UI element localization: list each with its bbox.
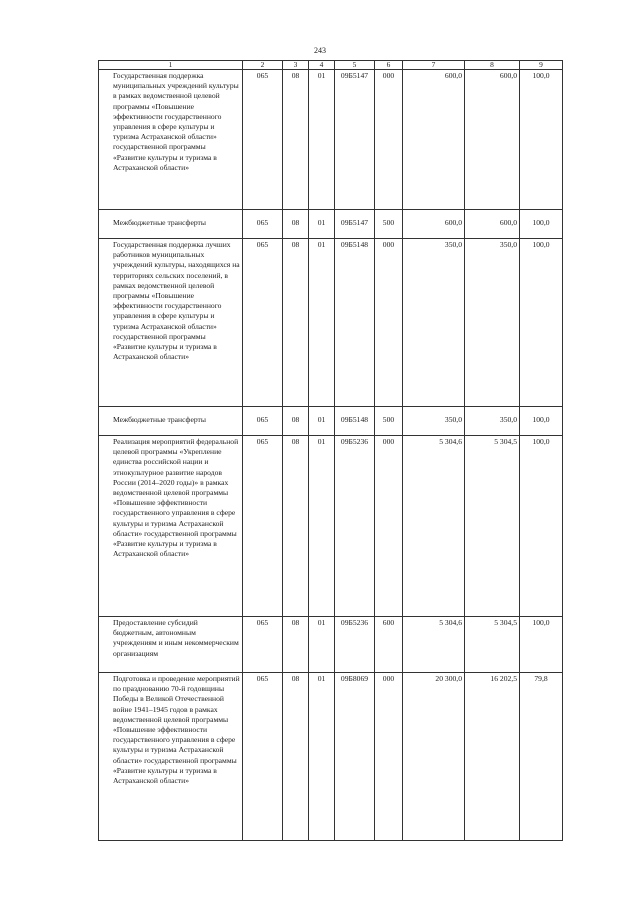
executed-amount: 600,0 [465,70,520,210]
column-header: 6 [375,61,403,70]
table-row [99,70,563,210]
table-row [99,239,563,407]
subsection-code: 01 [309,210,335,239]
column-header: 1 [99,61,243,70]
execution-percent: 100,0 [520,436,563,617]
executed-amount: 600,0 [465,210,520,239]
target-article-code: 09Б8069 [335,673,375,841]
section-code: 08 [283,70,309,210]
column-header: 3 [283,61,309,70]
subsection-code: 01 [309,70,335,210]
section-code: 08 [283,407,309,436]
target-article-code: 09Б5147 [335,70,375,210]
table-row [99,673,563,841]
execution-percent: 100,0 [520,210,563,239]
executed-amount: 16 202,5 [465,673,520,841]
expense-type-code: 000 [375,70,403,210]
planned-amount: 20 300,0 [403,673,465,841]
row-description: Государственная поддержка муниципальных учреждений культуры в рамках ведомственной целевой программы «Повышение эффективности государственного управления в сфере культуры и туризма Астраханской области» государственной программы «Развитие культуры и туризма в Астраханской области» [99,70,243,210]
row-description: Подготовка и проведение мероприятий по празднованию 70-й годовщины Победы в Великой Отечественной войне 1941–1945 годов в рамках ведомственной целевой программы «Повышение эффективности государственного управления в сфере культуры и туризма Астраханской области» государственной программы «Развитие культуры и туризма в Астраханской области» [99,673,243,841]
row-description: Реализация мероприятий федеральной целевой программы «Укрепление единства российской нации и этнокультурное развитие народов России (2014–2020 годы)» в рамках ведомственной целевой программы «Повышение эффективности государственного управления в сфере культуры и туризма Астраханской области» государственной программы «Развитие культуры и туризма в Астраханской области» [99,436,243,617]
row-description: Межбюджетные трансферты [99,407,243,436]
expense-type-code: 000 [375,436,403,617]
subsection-code: 01 [309,436,335,617]
planned-amount: 600,0 [403,70,465,210]
subsection-code: 01 [309,673,335,841]
ministry-code: 065 [243,239,283,407]
column-header: 8 [465,61,520,70]
table-row [99,436,563,617]
ministry-code: 065 [243,436,283,617]
column-header: 4 [309,61,335,70]
header-row [99,61,563,70]
ministry-code: 065 [243,617,283,673]
row-description: Государственная поддержка лучших работников муниципальных учреждений культуры, находящихся на территориях сельских поселений, в рамках ведомственной целевой программы «Повышение эффективности государственного управления в сфере культуры и туризма Астраханской области» государственной программы «Развитие культуры и туризма в Астраханской области» [99,239,243,407]
subsection-code: 01 [309,617,335,673]
planned-amount: 600,0 [403,210,465,239]
row-description: Межбюджетные трансферты [99,210,243,239]
execution-percent: 100,0 [520,407,563,436]
subsection-code: 01 [309,407,335,436]
execution-percent: 100,0 [520,617,563,673]
section-code: 08 [283,673,309,841]
planned-amount: 5 304,6 [403,617,465,673]
execution-percent: 100,0 [520,70,563,210]
budget-table [98,60,563,841]
table-row [99,407,563,436]
planned-amount: 350,0 [403,407,465,436]
section-code: 08 [283,436,309,617]
section-code: 08 [283,239,309,407]
ministry-code: 065 [243,407,283,436]
expense-type-code: 500 [375,407,403,436]
page-number: 243 [314,46,326,55]
target-article-code: 09Б5148 [335,407,375,436]
expense-type-code: 500 [375,210,403,239]
row-description: Предоставление субсидий бюджетным, автономным учреждениям и иным некоммерческим организациям [99,617,243,673]
planned-amount: 350,0 [403,239,465,407]
section-code: 08 [283,210,309,239]
executed-amount: 350,0 [465,407,520,436]
executed-amount: 5 304,5 [465,436,520,617]
executed-amount: 350,0 [465,239,520,407]
executed-amount: 5 304,5 [465,617,520,673]
ministry-code: 065 [243,673,283,841]
column-header: 7 [403,61,465,70]
subsection-code: 01 [309,239,335,407]
column-header: 5 [335,61,375,70]
column-header: 9 [520,61,563,70]
ministry-code: 065 [243,210,283,239]
expense-type-code: 000 [375,673,403,841]
target-article-code: 09Б5236 [335,436,375,617]
column-header: 2 [243,61,283,70]
target-article-code: 09Б5148 [335,239,375,407]
table-row [99,210,563,239]
expense-type-code: 000 [375,239,403,407]
execution-percent: 100,0 [520,239,563,407]
section-code: 08 [283,617,309,673]
ministry-code: 065 [243,70,283,210]
planned-amount: 5 304,6 [403,436,465,617]
target-article-code: 09Б5147 [335,210,375,239]
table-row [99,617,563,673]
execution-percent: 79,8 [520,673,563,841]
target-article-code: 09Б5236 [335,617,375,673]
expense-type-code: 600 [375,617,403,673]
